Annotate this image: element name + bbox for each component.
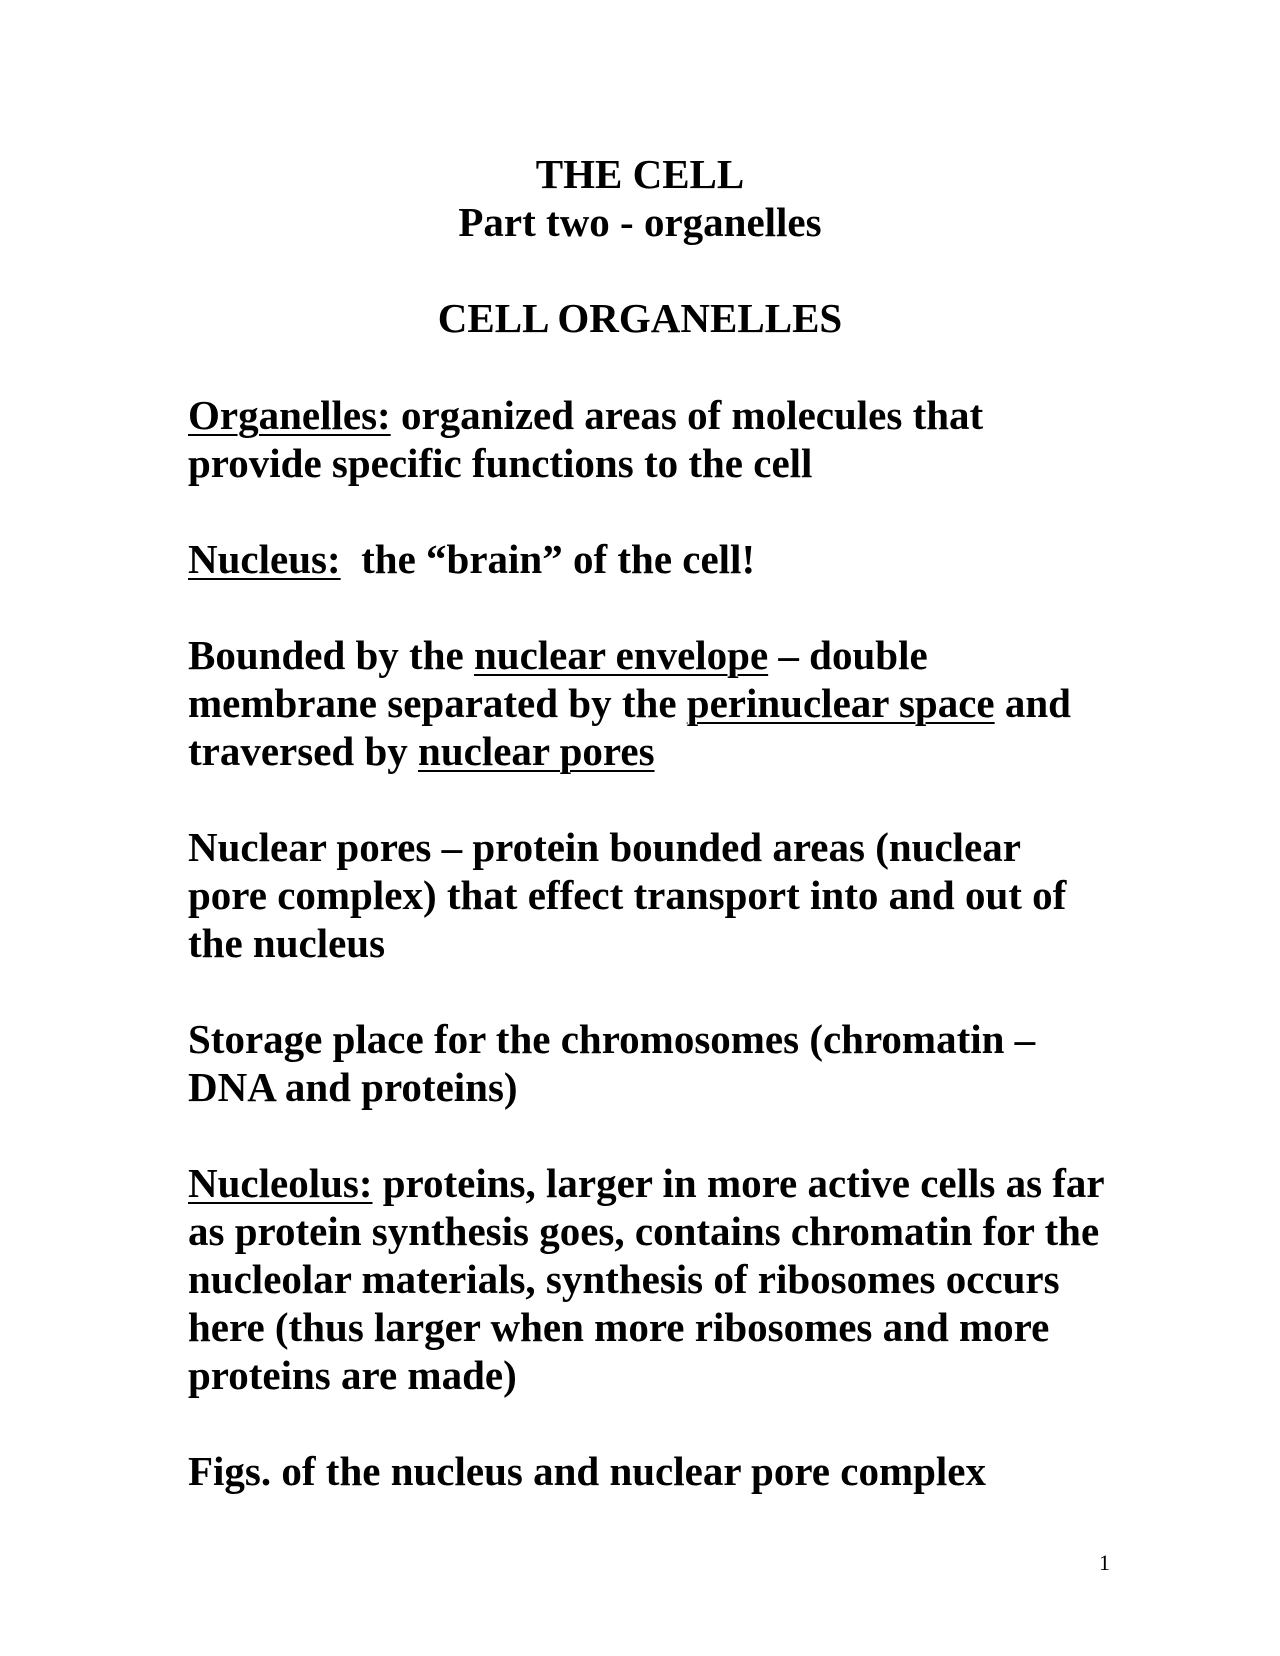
definition-nucleolus: proteins, larger in more active cells as far as protein synthesis goes, contains chromatin for the nucleolar materials, synthesis of ribosomes occurs here (thus larger when more ribosomes and more proteins are made) [188, 1160, 1104, 1398]
term-nuclear-envelope: nuclear envelope [473, 632, 769, 678]
paragraph-nuclear-pores: Nuclear pores – protein bounded areas (nuclear pore complex) that effect transport into and out of the nucleus [188, 824, 1067, 966]
bounded-text-2: – double membrane separated by the [188, 632, 928, 726]
term-organelles: Organelles: [188, 392, 391, 438]
section-title: CELL ORGANELLES [437, 295, 843, 341]
paragraph-nucleus [188, 535, 1108, 583]
paragraph-nucleolus [188, 1159, 1108, 1399]
definition-organelles: organized areas of molecules that provide specific functions to the cell [188, 392, 984, 486]
term-nuclear-pores: nuclear pores [418, 728, 655, 774]
paragraph-bounded [188, 631, 1108, 775]
term-nucleus: Nucleus: [188, 536, 341, 582]
bounded-text-3: and traversed by [188, 680, 1071, 774]
document-body [188, 391, 1108, 1495]
document-subtitle: Part two - organelles [458, 199, 822, 245]
paragraph-organelles [188, 391, 1108, 487]
term-nucleolus: Nucleolus: [188, 1160, 373, 1206]
document-title: THE CELL [535, 151, 745, 197]
paragraph-storage: Storage place for the chromosomes (chromatin – DNA and proteins) [188, 1016, 1036, 1110]
bounded-text-1: Bounded by the [188, 632, 474, 678]
paragraph-figs: Figs. of the nucleus and nuclear pore complex [188, 1448, 986, 1494]
term-perinuclear-space: perinuclear space [686, 680, 995, 726]
page-number: 1 [1099, 1550, 1110, 1575]
definition-nucleus: the “brain” of the cell! [340, 536, 756, 582]
